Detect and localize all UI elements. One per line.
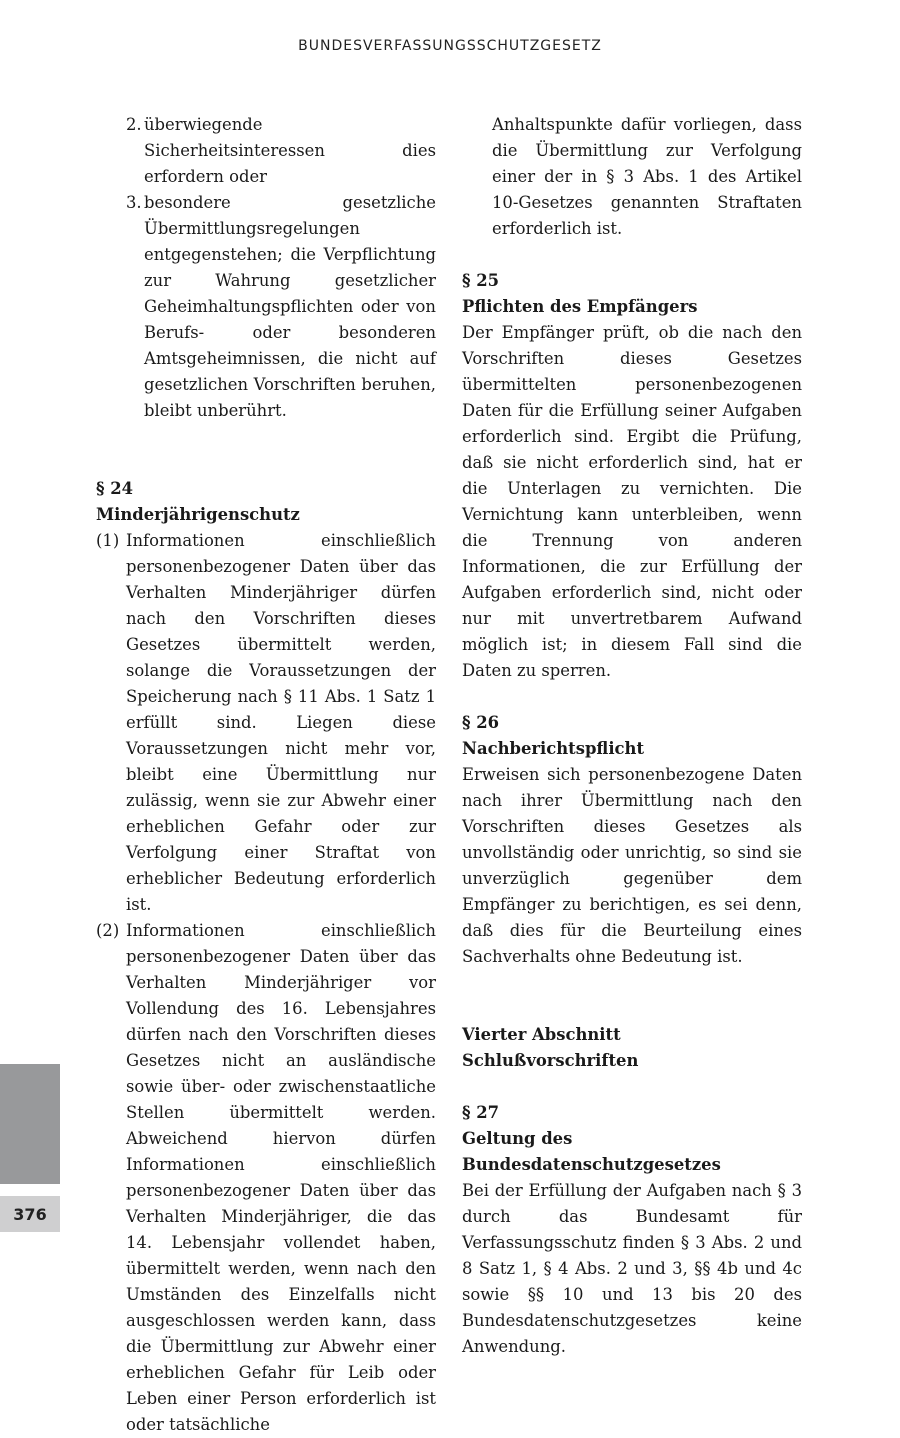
section-27-number: § 27 xyxy=(462,1103,500,1122)
paragraph-text: Informationen einschließlich personenbezogener Daten über das Verhalten Minderjähriger dürfen nach den Vorschriften dieses Gesetzes übermittelt werden, solange die Voraussetzungen der Speicherung nach § 11 Abs. 1 Satz 1 erfüllt sind. Liegen diese Voraussetzungen nicht mehr vor, bleibt eine Übermittlung nur zulässig, wenn sie zur Abwehr einer erheblichen Gefahr oder zur Verfolgung einer Straftat von erheblicher Bedeutung erforderlich ist. xyxy=(126,531,436,914)
section-26-number: § 26 xyxy=(462,713,500,732)
list-item-marker: 3. xyxy=(126,193,142,212)
section-27-title: Geltung des Bundesdatenschutzgesetzes xyxy=(462,1129,721,1174)
section-26-title: Nachberichtspflicht xyxy=(462,739,645,758)
list-item xyxy=(96,112,436,190)
page-number: 376 xyxy=(0,1196,60,1232)
list-item xyxy=(96,190,436,424)
section-25-text: Der Empfänger prüft, ob die nach den Vorschriften dieses Gesetzes übermittelten personenbezogenen Daten für die Erfüllung seiner Aufgaben erforderlich sind. Ergibt die Prüfung, daß sie nicht erforderlich sind, hat er die Unterlagen zu vernichten. Die Vernichtung kann unterbleiben, wenn die Trennung von anderen Informationen, die zur Erfüllung der Aufgaben erforderlich sind, nicht oder nur mit unvertretbarem Aufwand möglich ist; in diesem Fall sind die Daten zu sperren. xyxy=(462,323,802,680)
paragraph-marker: (2) xyxy=(96,921,120,940)
chapter-title: Schlußvorschriften xyxy=(462,1051,639,1070)
paragraph-item xyxy=(96,528,436,918)
section-25-number: § 25 xyxy=(462,271,500,290)
section-24-number: § 24 xyxy=(96,479,134,498)
list-item-text: überwiegende Sicherheitsinteressen dies erfordern oder xyxy=(144,115,436,186)
chapter-thumb-tab xyxy=(0,1064,60,1184)
list-item-marker: 2. xyxy=(126,115,142,134)
section-27-text: Bei der Erfüllung der Aufgaben nach § 3 durch das Bundesamt für Verfassungsschutz finden § 3 Abs. 2 und 8 Satz 1, § 4 Abs. 2 und 3, §§ 4b und 4c sowie §§ 10 und 13 bis 20 des Bundesdatenschutzgesetzes keine Anwendung. xyxy=(462,1181,802,1356)
list-item-text: besondere gesetzliche Übermittlungsregelungen entgegenstehen; die Verpflichtung zur Wahrung gesetzlicher Geheimhaltungspflichten oder von Berufs- oder besonderen Amtsgeheimnissen, die nicht auf gesetzlichen Vorschriften beruhen, bleibt unberührt. xyxy=(144,193,436,420)
paragraph-text: Informationen einschließlich personenbezogener Daten über das Verhalten Minderjähriger vor Vollendung des 16. Lebensjahres dürfen nach den Vorschriften dieses Gesetzes nicht an ausländische sowie über- oder zwischenstaatliche Stellen übermittelt werden. Abweichend hiervon dürfen Informationen einschließlich personenbezogener Daten über das Verhalten Minderjähriger, die das 14. Lebensjahr vollendet haben, übermittelt werden, wenn nach den Umständen des Einzelfalls nicht ausgeschlossen werden kann, dass die Übermittlung zur Abwehr einer erheblichen Gefahr für Leib oder Leben einer Person erforderlich ist oder tatsächliche xyxy=(126,921,436,1434)
numbered-list xyxy=(96,112,436,424)
section-25-title: Pflichten des Empfängers xyxy=(462,297,698,316)
chapter-heading: Vierter Abschnitt xyxy=(462,1025,621,1044)
section-26-text: Erweisen sich personenbezogene Daten nach ihrer Übermittlung nach den Vorschriften dieses Gesetzes als unvollständig oder unrichtig, so sind sie unverzüglich gegenüber dem Empfänger zu berichtigen, es sei denn, daß dies für die Beurteilung eines Sachverhalts ohne Bedeutung ist. xyxy=(462,765,802,966)
continuation-text: Anhaltspunkte dafür vorliegen, dass die Übermittlung zur Verfolgung einer der in § 3 Abs. 1 des Artikel 10-Gesetzes genannten Straftaten erforderlich ist. xyxy=(492,115,802,238)
paragraph-marker: (1) xyxy=(96,531,120,550)
left-column xyxy=(96,112,436,1438)
right-column xyxy=(462,112,802,1360)
section-24-title: Minderjährigenschutz xyxy=(96,505,300,524)
running-header: BUNDESVERFASSUNGSSCHUTZGESETZ xyxy=(298,38,602,54)
section-24-paragraphs xyxy=(96,528,436,1438)
paragraph-item xyxy=(96,918,436,1438)
